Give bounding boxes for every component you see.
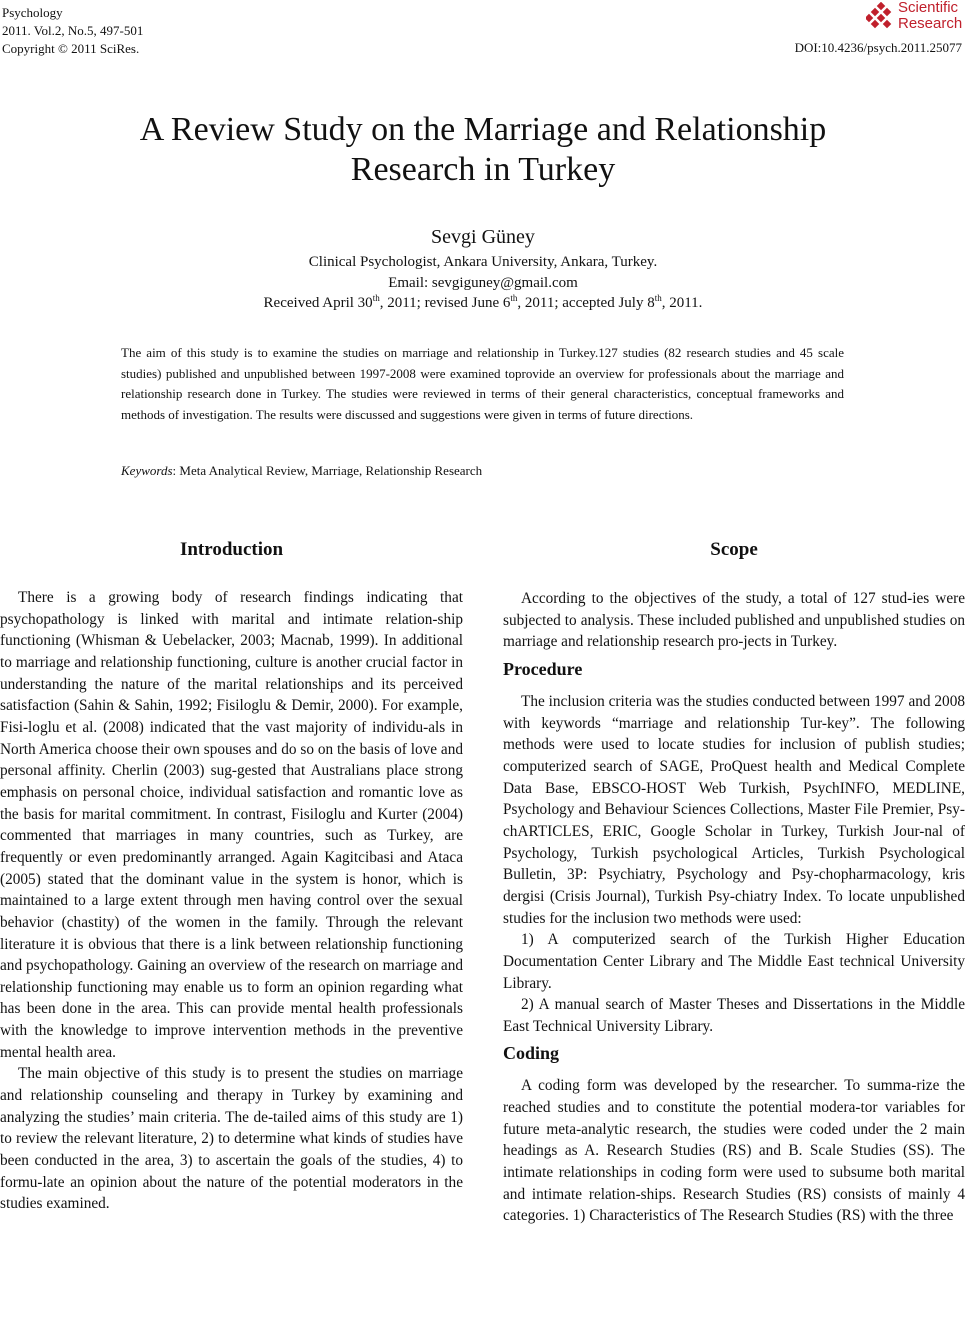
- body-paragraph: According to the objectives of the study, a total of 127 stud-ies were subjected to analysis. These included published and unpublished studies on marriage and relationship research pro-jects in Turkey.: [503, 590, 965, 651]
- body-paragraph: 2) A manual search of Master Theses and Dissertations in the Middle East Technical University Library.: [503, 996, 965, 1035]
- section-heading-scope: Scope: [710, 539, 758, 560]
- body-paragraph: A coding form was developed by the researcher. To summa-rize the reached studies and to constitute the potential modera-tor variables for future meta-analytic research, the studies were coded under the 2 main headings as A. Research Studies (RS) and B. Scale Studies (SS). The intimate relationships in coding form were used to subsume both marital and intimate relation-ships. Research Studies (RS) consists of mainly 4 categories. 1) Characteristics of The Research Studies (RS) with the three: [503, 1077, 965, 1225]
- paper-title: [0, 110, 966, 190]
- subheading-procedure: Procedure: [503, 658, 583, 679]
- body-paragraph: The inclusion criteria was the studies conducted between 1997 and 2008 with keywords “marriage and relationship Tur-key”. The following methods were used to locate studies for inclusion of publish studies; computerized search of SAGE, ProQuest health and Medical Complete Data Base, EBSCO-HOST Web Turkish, PsychINFO, MEDLINE, Psychology and Behaviour Sciences Collections, Master File Premier, Psy-chARTICLES, ERIC, Google Scholar in Turkey, Turkish Jour-nal of Psychology, Turkish psychological Articles, Turkish Psychological Bulletin, 3P: Psychiatry, Psychology and Psy-chopharmacology, kris dergisi (Crisis Journal), Turkish Psy-chiatry Index. To locate unpublished studies for the inclusion two methods were used:: [503, 692, 965, 927]
- received-date: Received April 30: [263, 295, 373, 311]
- journal-header: [2, 4, 143, 58]
- keywords-label: Keywords: [121, 463, 173, 478]
- doi: DOI:10.4236/psych.2011.25077: [794, 40, 962, 55]
- author-email: Email: sevgiguney@gmail.com: [388, 275, 578, 291]
- accepted-date: , 2011; accepted July 8: [517, 295, 655, 311]
- logo-text: [898, 0, 962, 32]
- body-paragraph: 1) A computerized search of the Turkish Higher Education Documentation Center Library and The Middle East technical University Library.: [503, 931, 965, 992]
- ordinal-suffix: th: [654, 293, 662, 303]
- copyright-notice: Copyright © 2011 SciRes.: [2, 41, 140, 56]
- logo-text-line2: Research: [898, 15, 963, 32]
- diamond-logo-icon: [866, 2, 896, 32]
- received-dates: [0, 295, 966, 312]
- body-paragraph: The main objective of this study is to present the studies on marriage and relationship counseling and therapy in Turkey by examining and analyzing the studies’ main criteria. The de-tailed aims of this study are 1) to review the relevant literature, 2) to determine what kinds of studies have been conducted in the area, 3) to ascertain the goals of the studies, 4) to formu-late an opinion about the nature of the potential moderators in the studies examined.: [0, 1065, 463, 1213]
- publisher-logo: [866, 0, 962, 36]
- author-name: Sevgi Güney: [431, 226, 535, 248]
- paper-title-line1: A Review Study on the Marriage and Relationship: [139, 111, 827, 148]
- received-year: , 2011.: [661, 295, 703, 311]
- revised-date: , 2011; revised June 6: [379, 295, 511, 311]
- logo-text-line1: Scientific: [898, 0, 959, 16]
- paper-title-line2: Research in Turkey: [350, 151, 616, 188]
- ordinal-suffix: th: [510, 293, 518, 303]
- left-column: [0, 540, 463, 1215]
- right-column: [503, 540, 965, 1227]
- ordinal-suffix: th: [372, 293, 380, 303]
- keywords-text: : Meta Analytical Review, Marriage, Relationship Research: [172, 463, 483, 478]
- journal-name: Psychology: [2, 5, 63, 20]
- section-heading-introduction: Introduction: [179, 539, 284, 560]
- body-paragraph: There is a growing body of research findings indicating that psychopathology is linked with marital and intimate relation-ship functioning (Whisman & Uebelacker, 2003; Macnab, 1999). In additional to marriage and relationship functioning, culture is another crucial factor in understanding the nature of the marital relationships and its perceived satisfaction (Sahin & Sahin, 1992; Fisiloglu & Demir, 2000). For example, Fisi-loglu et al. (2008) indicated that the vast majority of individu-als in North America choose their own spouses and do so on the basis of love and personal affinity. Cherlin (2003) sug-gested that Australians place strong emphasis on personal choice, individual satisfaction and romantic love as the basis for marital commitment. In contrast, Fisiloglu and Kurter (2004) commented that marriages in many countries, such as Turkey, are frequently or even predominantly arranged. Again Kagitcibasi and Ataca (2005) stated that the dominant value in the system is honor, which is maintained to a large extent through men having control over the sexual behavior (chastity) of the women in the family. Through the relevant literature it is obvious that there is a link between relationship functioning and psychopathology. Gaining an overview of the research on marriage and relationship functioning may enable us to form an opinion regarding what has been done in the area. This can provide mental health professionals with the knowledge to improve intervention methods in the preventive mental health area.: [0, 589, 463, 1061]
- subheading-coding: Coding: [503, 1043, 560, 1064]
- author-affiliation: Clinical Psychologist, Ankara University, Ankara, Turkey.: [308, 254, 658, 270]
- keywords: [121, 463, 482, 479]
- abstract: The aim of this study is to examine the studies on marriage and relationship in Turkey.127 studies (82 research studies and 45 scale studies) published and unpublished between 1997-2008 were examined toprovide an overview for professionals about the marriage and relationship research done in Turkey. The studies were reviewed in terms of their general characteristics, conceptual frameworks and methods of investigation. The results were discussed and suggestions were given in terms of future directions.: [121, 345, 844, 422]
- journal-volume: 2011. Vol.2, No.5, 497-501: [2, 23, 144, 38]
